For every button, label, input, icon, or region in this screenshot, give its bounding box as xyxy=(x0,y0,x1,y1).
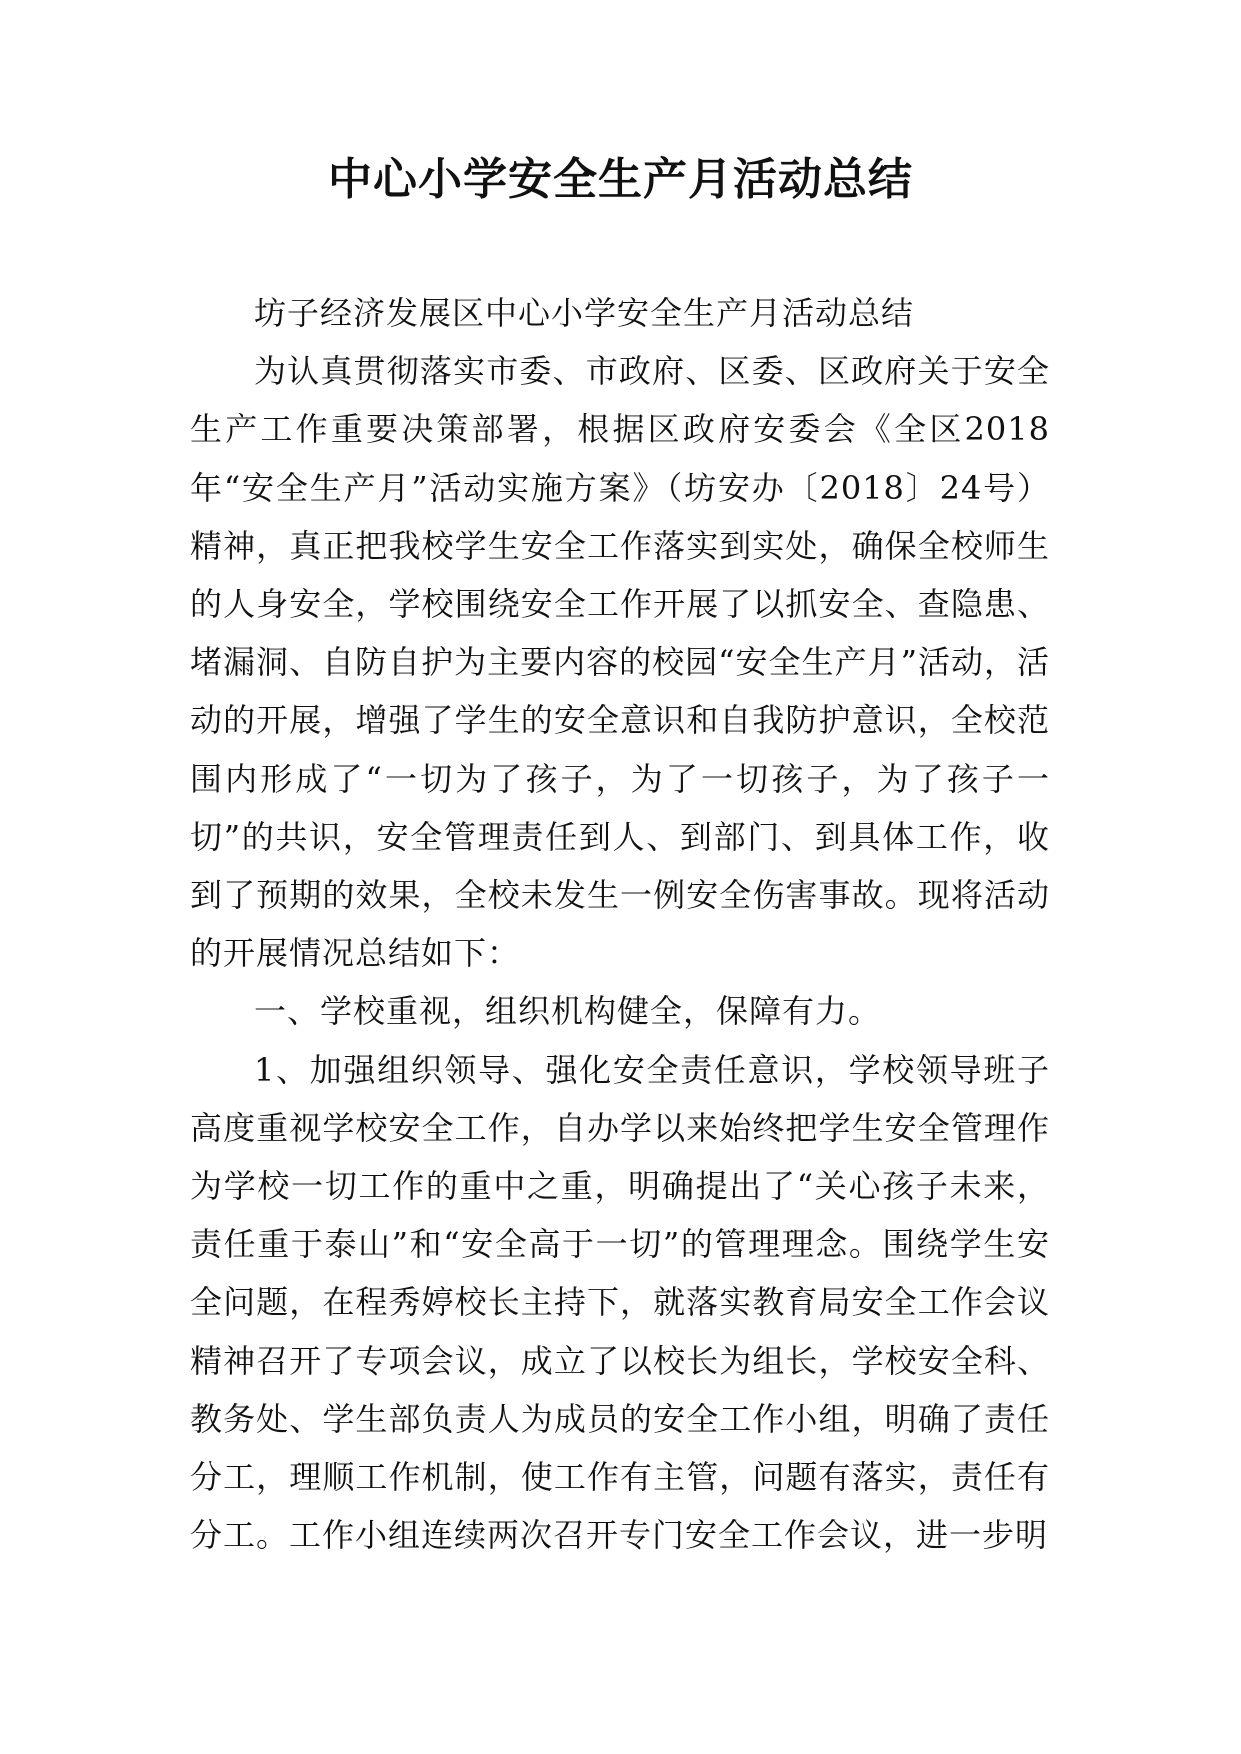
document-body xyxy=(190,284,1050,1564)
paragraph-subtitle: 坊子经济发展区中心小学安全生产月活动总结 xyxy=(254,294,915,332)
paragraph-item-1: 1、加强组织领导、强化安全责任意识，学校领导班子高度重视学校安全工作，自办学以来始终把学生安全管理作为学校一切工作的重中之重，明确提出了“关心孩子未来，责任重于泰山”和“安全高于一切”的管理理念。围绕学生安全问题，在程秀婷校长主持下，就落实教育局安全工作会议精神召开了专项会议，成立了以校长为组长，学校安全科、教务处、学生部负责人为成员的安全工作小组，明确了责任分工，理顺工作机制，使工作有主管，问题有落实，责任有分工。工作小组连续两次召开专门安全工作会议，进一步明 xyxy=(190,1050,1050,1555)
document-title: 中心小学安全生产月活动总结 xyxy=(328,154,913,205)
paragraph-section-heading: 一、学校重视，组织机构健全，保障有力。 xyxy=(254,992,882,1031)
paragraph-intro: 为认真贯彻落实市委、市政府、区委、区政府关于安全生产工作重要决策部署，根据区政府安委会《全区2018年“安全生产月”活动实施方案》（坊安办〔2018〕24号）精神，真正把我校学生安全工作落实到实处，确保全校师生的人身安全，学校围绕安全工作开展了以抓安全、查隐患、堵漏洞、自防自护为主要内容的校园“安全生产月”活动，活动的开展，增强了学生的安全意识和自我防护意识，全校范围内形成了“一切为了孩子，为了一切孩子，为了孩子一切”的共识，安全管理责任到人、到部门、到具体工作，收到了预期的效果，全校未发生一例安全伤害事故。现将活动的开展情况总结如下： xyxy=(190,352,1050,973)
